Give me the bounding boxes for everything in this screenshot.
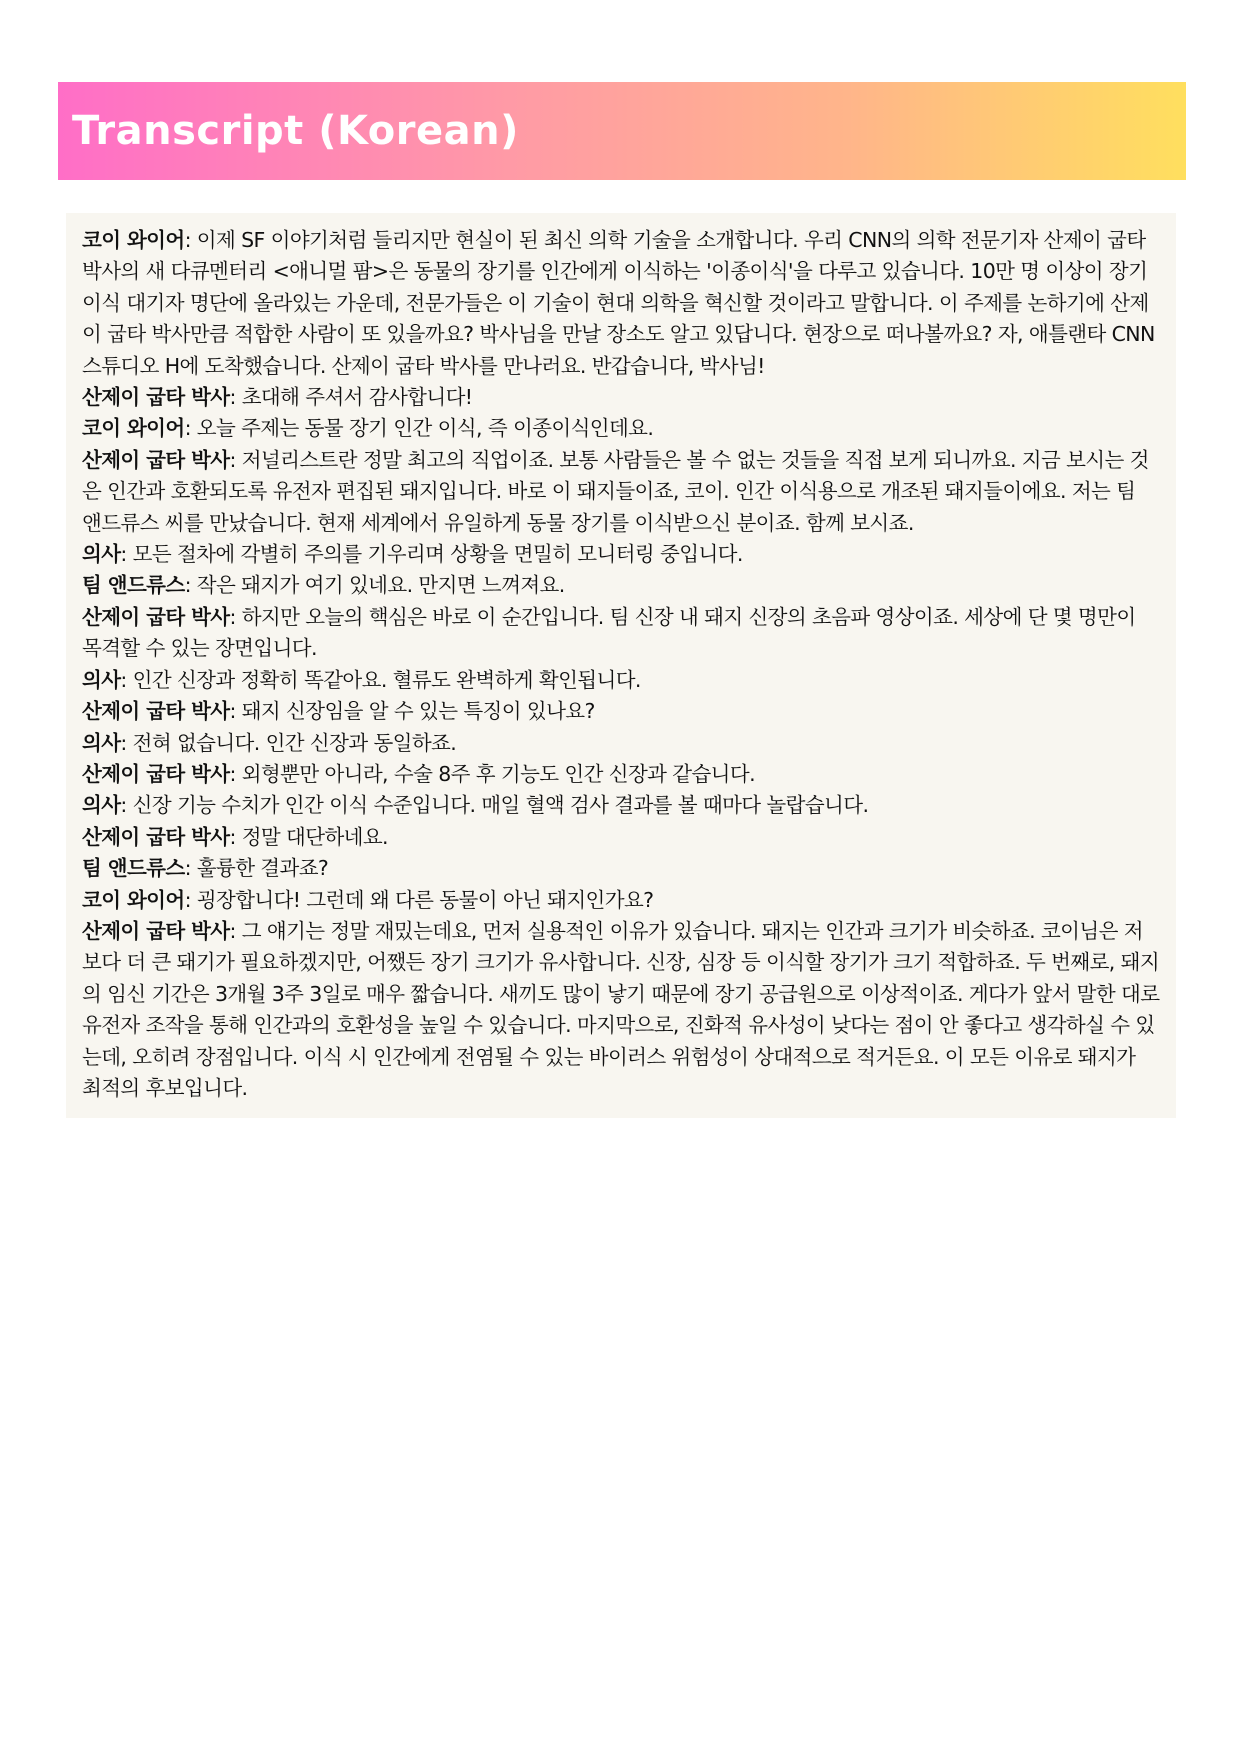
transcript-line xyxy=(82,885,1160,916)
transcript-line xyxy=(82,413,1160,444)
transcript-line xyxy=(82,665,1160,696)
speaker-name: 의사 xyxy=(82,542,121,567)
speaker-name: 산제이 굽타 박사 xyxy=(82,699,230,724)
transcript-line xyxy=(82,853,1160,884)
speaker-name: 의사 xyxy=(82,667,121,692)
speaker-name: 코이 와이어 xyxy=(82,416,185,441)
transcript-line xyxy=(82,445,1160,539)
transcript-line xyxy=(82,225,1160,382)
speech-text: : 저널리스트란 정말 최고의 직업이죠. 보통 사람들은 볼 수 없는 것들을 직접 보게 되니까요. 지금 보시는 것은 인간과 호환되도록 유전자 편집된 돼지입니다. 바로 이 돼지들이죠, 코이. 인간 이식용으로 개조된 돼지들이에요. 저는 팀 앤드류스 씨를 만났습니다. 현재 세계에서 유일하게 동물 장기를 이식받으신 분이죠. 함께 보시죠. xyxy=(82,447,1149,535)
speaker-name: 산제이 굽타 박사 xyxy=(82,918,230,943)
speech-text: : 인간 신장과 정확히 똑같아요. 혈류도 완벽하게 확인됩니다. xyxy=(120,667,641,692)
speech-text: : 하지만 오늘의 핵심은 바로 이 순간입니다. 팀 신장 내 돼지 신장의 초음파 영상이죠. 세상에 단 몇 명만이 목격할 수 있는 장면입니다. xyxy=(82,604,1136,661)
speech-text: : 굉장합니다! 그런데 왜 다른 동물이 아닌 돼지인가요? xyxy=(184,887,654,912)
speech-text: : 작은 돼지가 여기 있네요. 만지면 느껴져요. xyxy=(184,573,565,598)
speech-text: : 오늘 주제는 동물 장기 인간 이식, 즉 이종이식인데요. xyxy=(184,416,654,441)
speech-text: : 외형뿐만 아니라, 수술 8주 후 기능도 인간 신장과 같습니다. xyxy=(229,761,755,786)
speech-text: : 그 얘기는 정말 재밌는데요, 먼저 실용적인 이유가 있습니다. 돼지는 인간과 크기가 비슷하죠. 코이님은 저보다 더 큰 돼기가 필요하겠지만, 어쨌든 장기 크기가 유사합니다. 신장, 심장 등 이식할 장기가 크기 적합하죠. 두 번째로, 돼지의 임신 기간은 3개월 3주 3일로 매우 짧습니다. 새끼도 많이 낳기 때문에 장기 공급원으로 이상적이죠. 게다가 앞서 말한 대로 유전자 조작을 통해 인간과의 호환성을 높일 수 있습니다. 마지막으로, 진화적 유사성이 낮다는 점이 안 좋다고 생각하실 수 있는데, 오히려 장점입니다. 이식 시 인간에게 전염될 수 있는 바이러스 위험성이 상대적으로 적거든요. 이 모든 이유로 돼지가 최적의 후보입니다. xyxy=(82,918,1160,1100)
speaker-name: 의사 xyxy=(82,730,121,755)
transcript-line xyxy=(82,602,1160,665)
transcript-line xyxy=(82,382,1160,413)
speech-text: : 돼지 신장임을 알 수 있는 특징이 있나요? xyxy=(229,699,595,724)
transcript-line xyxy=(82,822,1160,853)
transcript-line xyxy=(82,570,1160,601)
speech-text: : 신장 기능 수치가 인간 이식 수준입니다. 매일 혈액 검사 결과를 볼 때마다 놀랍습니다. xyxy=(120,793,869,818)
transcript-box xyxy=(66,213,1176,1118)
transcript-line xyxy=(82,916,1160,1104)
transcript-line xyxy=(82,539,1160,570)
speaker-name: 산제이 굽타 박사 xyxy=(82,447,230,472)
header-banner xyxy=(58,82,1186,180)
speaker-name: 산제이 굽타 박사 xyxy=(82,385,230,410)
speech-text: : 정말 대단하네요. xyxy=(229,824,388,849)
speaker-name: 의사 xyxy=(82,793,121,818)
transcript-line xyxy=(82,696,1160,727)
speaker-name: 코이 와이어 xyxy=(82,228,185,252)
speaker-name: 코이 와이어 xyxy=(82,887,185,912)
speaker-name: 산제이 굽타 박사 xyxy=(82,761,230,786)
page-title: Transcript (Korean) xyxy=(72,108,519,154)
transcript-line xyxy=(82,759,1160,790)
transcript-line xyxy=(82,728,1160,759)
speaker-name: 팀 앤드류스 xyxy=(82,856,185,881)
speaker-name: 팀 앤드류스 xyxy=(82,573,185,598)
speech-text: : 전혀 없습니다. 인간 신장과 동일하죠. xyxy=(120,730,457,755)
speech-text: : 초대해 주셔서 감사합니다! xyxy=(229,385,473,410)
speaker-name: 산제이 굽타 박사 xyxy=(82,824,230,849)
speaker-name: 산제이 굽타 박사 xyxy=(82,604,230,629)
speech-text: : 모든 절차에 각별히 주의를 기우리며 상황을 면밀히 모니터링 중입니다. xyxy=(120,542,743,567)
transcript-line xyxy=(82,790,1160,821)
speech-text: : 훌륭한 결과죠? xyxy=(184,856,329,881)
speech-text: : 이제 SF 이야기처럼 들리지만 현실이 된 최신 의학 기술을 소개합니다. 우리 CNN의 의학 전문기자 산제이 굽타 박사의 새 다큐멘터리 <애니멀 팜>은 동물의 장기를 인간에게 이식하는 '이종이식'을 다루고 있습니다. 10만 명 이상이 장기 이식 대기자 명단에 올라있는 가운데, 전문가들은 이 기술이 현대 의학을 혁신할 것이라고 말합니다. 이 주제를 논하기에 산제이 굽타 박사만큼 적합한 사람이 또 있을까요? 박사님을 만날 장소도 알고 있답니다. 현장으로 떠나볼까요? 자, 애틀랜타 CNN 스튜디오 H에 도착했습니다. 산제이 굽타 박사를 만나러요. 반갑습니다, 박사님! xyxy=(82,228,1155,378)
